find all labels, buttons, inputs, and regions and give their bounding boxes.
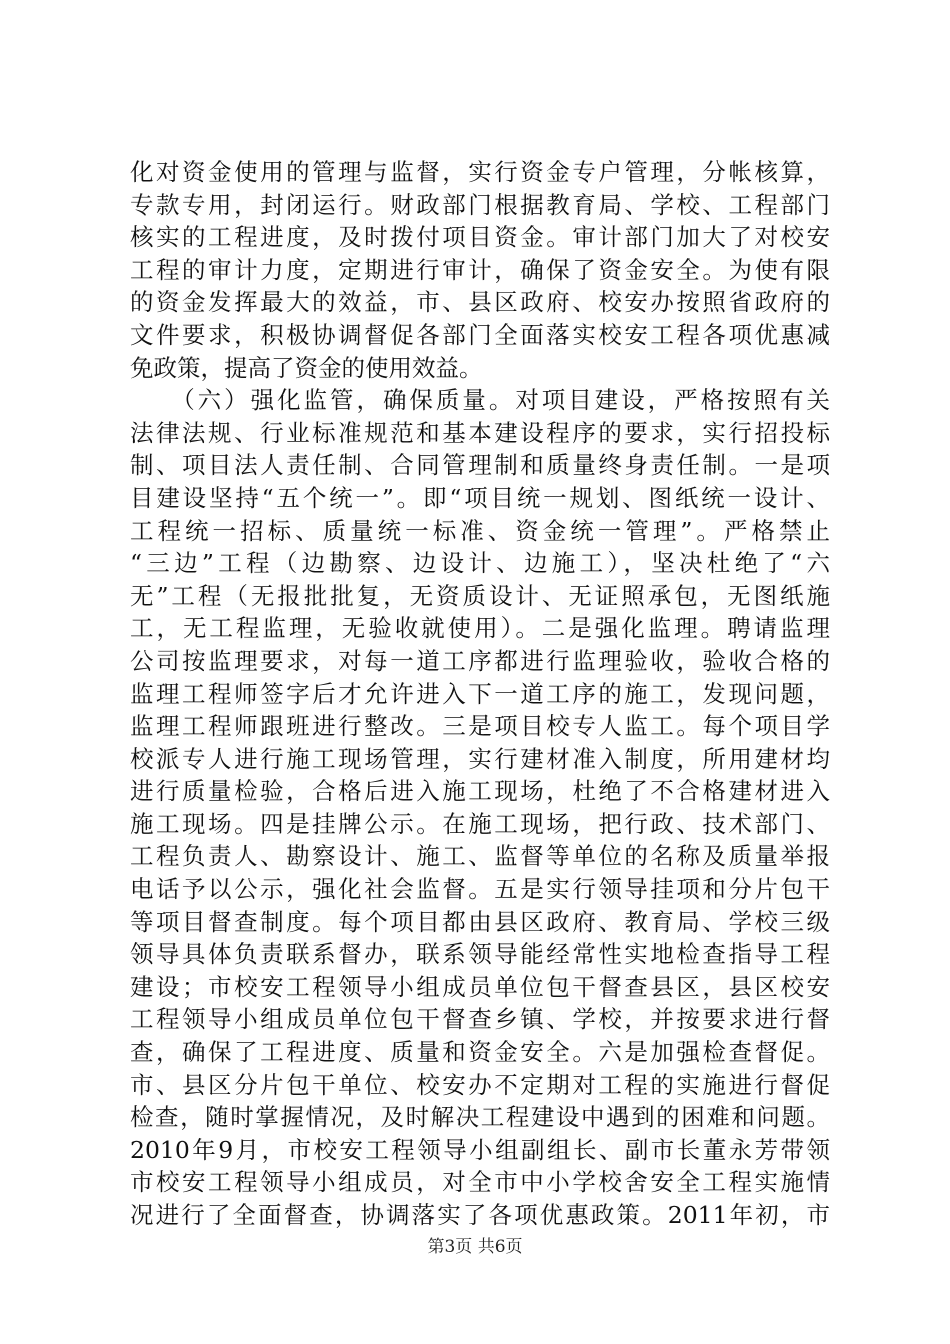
text-line: 制、项目法人责任制、合同管理制和质量终身责任制。一是项 bbox=[130, 451, 830, 480]
text-line: 市校安工程领导小组成员，对全市中小学校舍安全工程实施情 bbox=[130, 1168, 830, 1197]
text-line: 无”工程（无报批批复，无资质设计、无证照承包，无图纸施 bbox=[130, 581, 830, 610]
text-line: 监理工程师签字后才允许进入下一道工序的施工，发现问题， bbox=[130, 679, 830, 708]
text-line: 2010年9月，市校安工程领导小组副组长、副市长董永芳带领 bbox=[130, 1135, 830, 1164]
document-body bbox=[130, 156, 830, 1232]
text-line: 公司按监理要求，对每一道工序都进行监理验收，验收合格的 bbox=[130, 646, 830, 675]
text-line: 化对资金使用的管理与监督，实行资金专户管理，分帐核算， bbox=[130, 158, 830, 186]
text-line: 工程领导小组成员单位包干督查乡镇、学校，并按要求进行督 bbox=[130, 1005, 830, 1034]
text-line: 专款专用，封闭运行。财政部门根据教育局、学校、工程部门 bbox=[130, 190, 830, 219]
text-line: 电话予以公示，强化社会监督。五是实行领导挂项和分片包干 bbox=[130, 875, 830, 904]
text-line: 核实的工程进度，及时拨付项目资金。审计部门加大了对校安 bbox=[130, 223, 830, 252]
text-line: 市、县区分片包干单位、校安办不定期对工程的实施进行督促 bbox=[130, 1070, 830, 1099]
text-line: 的资金发挥最大的效益，市、县区政府、校安办按照省政府的 bbox=[130, 288, 830, 317]
text-line: 况进行了全面督查，协调落实了各项优惠政策。2011年初，市 bbox=[130, 1201, 830, 1229]
text-line: 工，无工程监理，无验收就使用）。二是强化监理。聘请监理 bbox=[130, 614, 830, 643]
text-line: 工程统一招标、质量统一标准、资金统一管理”。严格禁止 bbox=[130, 516, 830, 545]
text-line: 等项目督查制度。每个项目都由县区政府、教育局、学校三级 bbox=[130, 907, 830, 936]
text-line: 工程负责人、勘察设计、施工、监督等单位的名称及质量举报 bbox=[130, 842, 830, 871]
text-line: 法律法规、行业标准规范和基本建设程序的要求，实行招投标 bbox=[130, 418, 830, 447]
text-line: “三边”工程（边勘察、边设计、边施工），坚决杜绝了“六 bbox=[130, 549, 830, 578]
page-footer: 第3页 共6页 bbox=[427, 1237, 523, 1257]
text-line: 校派专人进行施工现场管理，实行建材准入制度，所用建材均 bbox=[130, 744, 830, 773]
text-line: 目建设坚持“五个统一”。即“项目统一规划、图纸统一设计、 bbox=[130, 483, 830, 512]
text-line: 查，确保了工程进度、质量和资金安全。六是加强检查督促。 bbox=[130, 1038, 830, 1067]
text-line: 检查，随时掌握情况，及时解决工程建设中遇到的困难和问题。 bbox=[130, 1103, 830, 1132]
text-line: （六）强化监管，确保质量。对项目建设，严格按照有关 bbox=[130, 386, 830, 415]
text-line: 进行质量检验，合格后进入施工现场，杜绝了不合格建材进入 bbox=[130, 777, 830, 806]
text-line: 免政策，提高了资金的使用效益。 bbox=[130, 353, 483, 382]
text-line: 领导具体负责联系督办，联系领导能经常性实地检查指导工程 bbox=[130, 940, 830, 969]
text-line: 施工现场。四是挂牌公示。在施工现场，把行政、技术部门、 bbox=[130, 809, 830, 838]
text-line: 监理工程师跟班进行整改。三是项目校专人监工。每个项目学 bbox=[130, 712, 830, 741]
text-line: 建设；市校安工程领导小组成员单位包干督查县区，县区校安 bbox=[130, 972, 830, 1001]
text-line: 工程的审计力度，定期进行审计，确保了资金安全。为使有限 bbox=[130, 255, 830, 284]
text-line: 文件要求，积极协调督促各部门全面落实校安工程各项优惠减 bbox=[130, 320, 830, 349]
